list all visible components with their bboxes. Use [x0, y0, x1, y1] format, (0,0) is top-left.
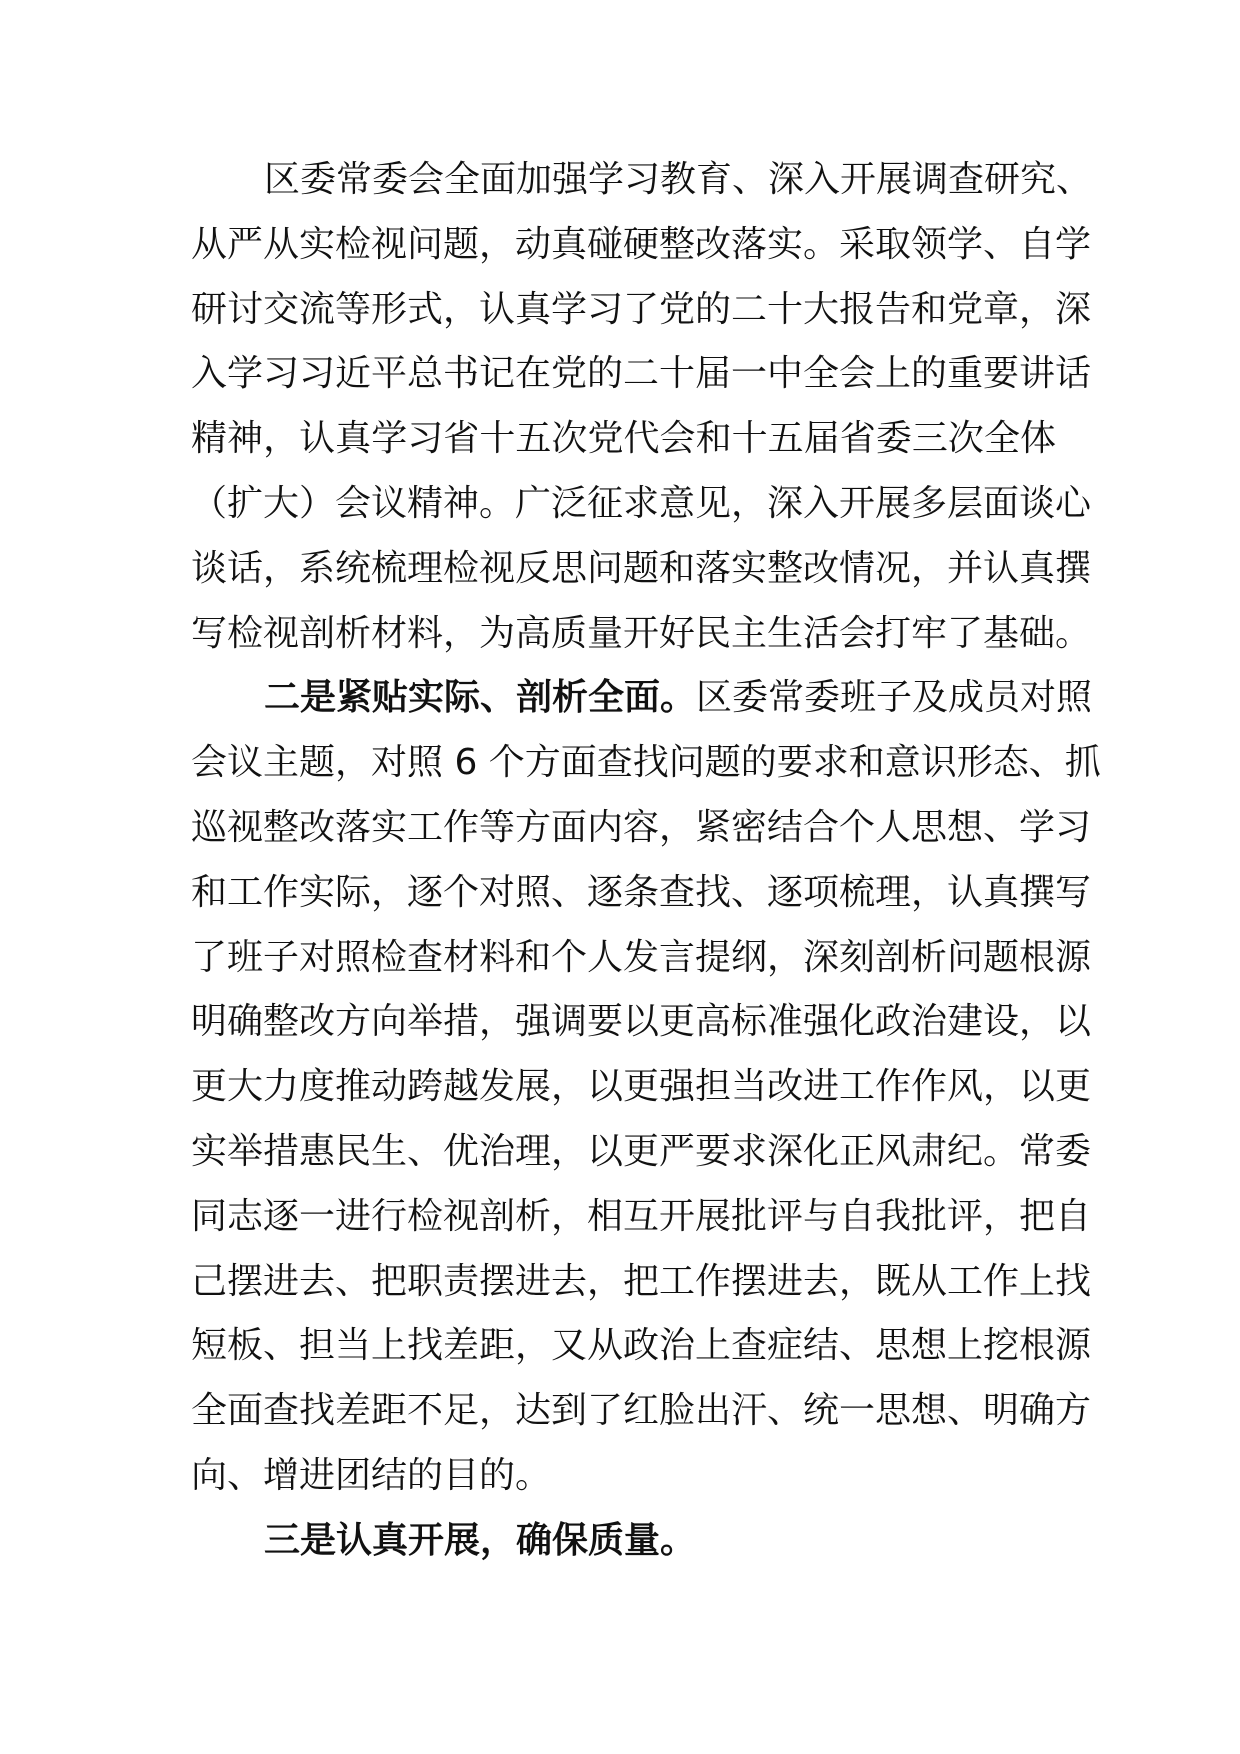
line-text: 研讨交流等形式，认真学习了党的二十大报告和党章，深	[191, 288, 1092, 330]
line-text: 巡视整改落实工作等方面内容，紧密结合个人思想、学习	[191, 806, 1092, 848]
text-line	[191, 1444, 1056, 1509]
document-body	[191, 148, 1101, 1574]
line-text: 精神，认真学习省十五次党代会和十五届省委三次全体	[191, 418, 1056, 460]
line-text: 入学习习近平总书记在党的二十届一中全会上的重要讲话	[191, 353, 1092, 395]
text-line	[191, 537, 1092, 602]
text-line	[191, 926, 1092, 991]
text-line	[191, 861, 1092, 926]
line-text: 全面查找差距不足，达到了红脸出汗、统一思想、明确方	[191, 1390, 1092, 1432]
paragraph-3	[191, 1509, 1056, 1574]
text-line	[191, 731, 1101, 796]
text-line	[191, 407, 1056, 472]
line-text: 写检视剖析材料，为高质量开好民主生活会打牢了基础。	[191, 612, 1092, 654]
paragraph-2	[191, 666, 1101, 1508]
line-text: 谈话，系统梳理检视反思问题和落实整改情况，并认真撰	[191, 547, 1092, 589]
text-line	[191, 342, 1092, 407]
text-line	[191, 472, 1092, 537]
text-line	[191, 148, 1093, 213]
line-text: 实举措惠民生、优治理，以更严要求深化正风肃纪。常委	[191, 1130, 1092, 1172]
text-line	[191, 602, 1092, 667]
line-text: 区委常委会全面加强学习教育、深入开展调查研究、	[264, 159, 1093, 200]
line-text: 从严从实检视问题，动真碰硬整改落实。采取领学、自学	[191, 223, 1092, 265]
line-text: 会议主题，对照 6 个方面查找问题的要求和意识形态、抓	[191, 742, 1101, 784]
text-line	[191, 796, 1092, 861]
line-text: 短板、担当上找差距，又从政治上查症结、思想上挖根源	[191, 1325, 1092, 1367]
text-line	[191, 1314, 1092, 1379]
text-line	[191, 278, 1092, 343]
line-text: （扩大）会议精神。广泛征求意见，深入开展多层面谈心	[191, 482, 1092, 524]
line-text: 区委常委班子及成员对照	[696, 677, 1093, 719]
line-text: 己摆进去、把职责摆进去，把工作摆进去，既从工作上找	[191, 1260, 1092, 1302]
text-line	[191, 1185, 1092, 1250]
line-text: 同志逐一进行检视剖析，相互开展批评与自我批评，把自	[191, 1195, 1092, 1237]
text-line	[191, 1509, 1056, 1574]
text-line	[191, 1055, 1092, 1120]
line-text: 了班子对照检查材料和个人发言提纲，深刻剖析问题根源	[191, 936, 1092, 978]
text-line	[191, 1379, 1092, 1444]
line-text: 和工作实际，逐个对照、逐条查找、逐项梳理，认真撰写	[191, 871, 1092, 913]
line-text: 更大力度推动跨越发展，以更强担当改进工作作风，以更	[191, 1066, 1092, 1108]
paragraph-lead-heading: 二是紧贴实际、剖析全面。	[264, 677, 697, 719]
text-line	[191, 213, 1092, 278]
line-text: 向、增进团结的目的。	[191, 1454, 552, 1496]
text-line	[191, 666, 1093, 731]
text-line	[191, 1250, 1092, 1315]
paragraph-1	[191, 148, 1093, 666]
text-line	[191, 990, 1092, 1055]
paragraph-lead-heading: 三是认真开展，确保质量。	[264, 1519, 697, 1561]
text-line	[191, 1120, 1092, 1185]
line-text: 明确整改方向举措，强调要以更高标准强化政治建设，以	[191, 1001, 1092, 1043]
